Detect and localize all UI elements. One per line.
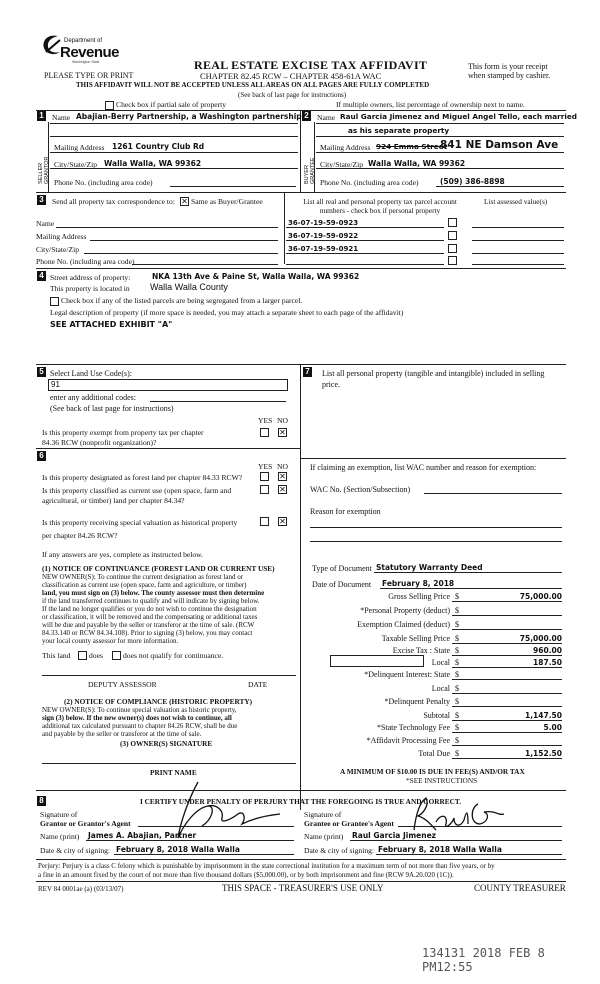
buyer-city[interactable]: Walla Walla, WA 99362	[368, 159, 466, 168]
section-8-number: 8	[37, 796, 46, 806]
money-label: *State Technology Fee	[376, 723, 450, 732]
land-use-value: 91	[51, 380, 60, 389]
partial-sale-label: Check box if partial sale of property	[116, 100, 227, 109]
grantor-date-city[interactable]: February 8, 2018 Walla Walla	[116, 845, 240, 854]
legal-description[interactable]: SEE ATTACHED EXHIBIT "A"	[50, 320, 173, 329]
notice-continuance-line-7: will be due and payable by the seller or transferor at the time of sale. (RCW	[42, 621, 255, 629]
certify-statement: I CERTIFY UNDER PENALTY OF PERJURY THAT THE FOREGOING IS TRUE AND CORRECT.	[140, 797, 462, 806]
seller-name-label: Name	[52, 113, 71, 122]
seller-mailing[interactable]: 1261 Country Club Rd	[112, 142, 205, 151]
grantee-agent-label: Grantee or Grantee's Agent	[304, 819, 394, 828]
buyer-city-label: City/State/Zip	[320, 160, 364, 169]
print-name-label: PRINT NAME	[150, 768, 197, 777]
parcels-header: List all real and personal property tax parcel account numbers - check box if personal property	[303, 197, 457, 215]
money-label: Local	[431, 658, 450, 667]
grantee-signature-label: Signature of	[304, 810, 342, 819]
money-value[interactable]: 1,152.50	[524, 749, 562, 758]
doc-type[interactable]: Statutory Warranty Deed	[376, 563, 483, 572]
wac-label: WAC No. (Section/Subsection)	[310, 485, 411, 494]
exemption-claim-label: If claiming an exemption, list WAC number and reason for exemption:	[310, 463, 537, 472]
treasurer-stamp: 134131 2018 FEB 8 PM12:55	[422, 946, 545, 974]
grantee-date-city-label: Date & city of signing:	[304, 846, 375, 855]
grantor-agent-label: Grantor or Grantor's Agent	[40, 819, 131, 828]
rev-number: REV 84 0001ae (a) (03/13/07)	[38, 885, 124, 893]
see-back-text: (See back of last page for instructions)	[238, 91, 347, 99]
currency-sign: $	[455, 684, 459, 693]
money-label: Local	[431, 684, 450, 693]
current-use-question-2: agricultural, or timber) land per chapter 84.34?	[42, 496, 185, 505]
notice-compliance-line-3: additional tax calculated pursuant to chapter 84.26 RCW, shall be due	[42, 722, 238, 730]
located-county[interactable]: Walla Walla County	[150, 282, 228, 292]
parcel-3-personal-checkbox[interactable]	[448, 244, 457, 253]
street-label: Street address of property:	[50, 273, 131, 282]
buyer-mailing[interactable]: 841 NE Damson Ave	[440, 139, 559, 151]
see-instructions-note: *SEE INSTRUCTIONS	[406, 776, 478, 785]
doc-date[interactable]: February 8, 2018	[382, 579, 455, 588]
currency-sign: $	[455, 749, 459, 758]
notice-continuance-line-8: 84.33.140 or RCW 84.34.108). Prior to signing (3) below, you may contact	[42, 629, 253, 637]
corr-city-label: City/State/Zip	[36, 245, 80, 254]
parcel-1[interactable]: 36-07-19-59-0923	[288, 219, 359, 227]
buyer-mailing-label: Mailing Address	[320, 143, 371, 152]
form-chapter: CHAPTER 82.45 RCW – CHAPTER 458-61A WAC	[200, 71, 382, 81]
notice-continuance-line-4: if the land transferred continues to qualify and will indicate by signing below.	[42, 597, 260, 605]
same-as-buyer-label: Same as Buyer/Grantee	[191, 197, 263, 206]
logo-top-text: Department of	[64, 38, 103, 44]
grantor-date-city-label: Date & city of signing:	[40, 846, 111, 855]
parcel-2-personal-checkbox[interactable]	[448, 231, 457, 240]
legal-description-label: Legal description of property (if more space is needed, you may attach a separate sheet to each page of the affidavit)	[50, 308, 404, 317]
land-use-label: Select Land Use Code(s):	[50, 369, 132, 378]
s5-no-label: NO	[277, 416, 288, 425]
section-4-number: 4	[37, 271, 46, 281]
grantee-signature[interactable]	[406, 794, 516, 834]
section-6-number: 6	[37, 451, 46, 461]
deputy-date-label: DATE	[248, 680, 268, 689]
buyer-name-line-1[interactable]: Raul Garcia Jimenez and Miguel Angel Tello, each married	[340, 112, 578, 121]
currency-sign: $	[455, 606, 459, 615]
currency-sign: $	[455, 658, 459, 667]
money-value[interactable]: 960.00	[533, 646, 562, 655]
parcel-1-personal-checkbox[interactable]	[448, 218, 457, 227]
money-value[interactable]: 5.00	[543, 723, 562, 732]
same-as-buyer-checkbox[interactable]: ✕	[181, 197, 188, 206]
forest-yes-checkbox[interactable]	[260, 472, 269, 481]
assessed-header: List assessed value(s)	[484, 197, 548, 206]
section-2-number: 2	[302, 111, 311, 121]
s6-yes-label: YES	[258, 462, 273, 471]
land-does-not-label: does not qualify for continuance.	[123, 651, 224, 660]
currency-sign: $	[455, 620, 459, 629]
land-does-checkbox[interactable]	[78, 651, 87, 660]
owner-signature-label: (3) OWNER(S) SIGNATURE	[120, 739, 213, 748]
historic-no-checkbox[interactable]: ✕	[279, 517, 286, 526]
buyer-phone[interactable]: (509) 386-8898	[440, 177, 505, 186]
money-label: Taxable Selling Price	[381, 634, 450, 643]
buyer-name-line-2[interactable]: as his separate property	[348, 126, 450, 135]
segregated-checkbox[interactable]	[50, 297, 59, 306]
notice-compliance-title: (2) NOTICE OF COMPLIANCE (HISTORIC PROPERTY)	[64, 697, 253, 706]
exempt-question-1: Is this property exempt from property tax per chapter	[42, 428, 204, 437]
seller-mailing-label: Mailing Address	[54, 143, 105, 152]
parcel-4-personal-checkbox[interactable]	[448, 256, 457, 265]
notice-continuance-line-1: NEW OWNER(S): To continue the current designation as forest land or	[42, 573, 244, 581]
section-1-number: 1	[37, 111, 46, 121]
doc-date-label: Date of Document	[312, 580, 372, 589]
doc-type-label: Type of Document	[312, 564, 372, 573]
notice-compliance-line-2: sign (3) below. If the new owner(s) does not wish to continue, all	[42, 714, 232, 722]
money-label: Subtotal	[423, 711, 450, 720]
reason-exemption-label: Reason for exemption	[310, 507, 381, 516]
county-treasurer-label: COUNTY TREASURER	[474, 883, 566, 893]
personal-property-label-2: price.	[322, 380, 340, 389]
parcel-3[interactable]: 36-07-19-59-0921	[288, 245, 359, 253]
land-use-input[interactable]	[48, 379, 288, 391]
buyer-phone-label: Phone No. (including area code)	[320, 178, 419, 187]
seller-name[interactable]: Abajian-Berry Partnership, a Washington partnership	[76, 112, 302, 121]
grantee-name-print[interactable]: Raul Garcia Jimenez	[352, 831, 437, 840]
currency-sign: $	[455, 697, 459, 706]
treasurer-use-only: THIS SPACE - TREASURER'S USE ONLY	[222, 883, 384, 893]
logo-sub-text: Washington State	[72, 60, 100, 64]
form-title: REAL ESTATE EXCISE TAX AFFIDAVIT	[194, 58, 428, 72]
corr-name-label: Name	[36, 219, 55, 228]
s6-no-label: NO	[277, 462, 288, 471]
money-label: *Affidavit Processing Fee	[366, 736, 450, 745]
currency-sign: $	[455, 736, 459, 745]
buyer-name-label: Name	[317, 113, 336, 122]
personal-property-label-1: List all personal property (tangible and intangible) included in selling	[322, 369, 545, 378]
seller-city-label: City/State/Zip	[54, 160, 98, 169]
current-use-yes-checkbox[interactable]	[260, 485, 269, 494]
section-7-number: 7	[303, 367, 312, 377]
grantor-name-print[interactable]: James A. Abajian, Partner	[88, 831, 197, 840]
currency-sign: $	[455, 723, 459, 732]
notice-continuance-line-3: land, you must sign on (3) below. The county assessor must then determine	[42, 589, 265, 597]
buyer-mailing-struck: 924 Emma Street	[376, 142, 448, 151]
exempt-yes-checkbox[interactable]	[260, 428, 269, 437]
grantor-signature-label: Signature of	[40, 810, 78, 819]
money-value[interactable]: 75,000.00	[519, 634, 562, 643]
notice-continuance-line-2: classification as current use (open space, farm and agriculture, or timber)	[42, 581, 247, 589]
current-use-no-checkbox[interactable]: ✕	[279, 485, 286, 494]
perjury-line-1: Perjury: Perjury is a class C felony which is punishable by imprisonment in the state correctional institution for a maximum term of not more than five years, or by	[38, 862, 495, 870]
logo-main-text: Revenue	[60, 44, 120, 61]
multiple-owners-note: If multiple owners, list percentage of ownership next to name.	[336, 100, 525, 109]
historic-yes-checkbox[interactable]	[260, 517, 269, 526]
deputy-assessor-label: DEPUTY ASSESSOR	[88, 680, 157, 689]
logo-mark-icon	[40, 32, 62, 58]
buyer-side-label: BUYER GRANTEE	[304, 157, 316, 184]
please-type-text: PLEASE TYPE OR PRINT	[44, 71, 134, 80]
additional-codes-label: enter any additional codes:	[50, 393, 136, 402]
seller-phone-label: Phone No. (including area code)	[54, 178, 153, 187]
grantee-name-print-label: Name (print)	[304, 832, 344, 841]
currency-sign: $	[455, 592, 459, 601]
if-yes-instructions: If any answers are yes, complete as instructed below.	[42, 550, 204, 559]
corr-mailing-label: Mailing Address	[36, 232, 87, 241]
receipt-line-1: This form is your receipt	[468, 62, 548, 71]
local-rate-box[interactable]	[330, 655, 424, 667]
historic-question-2: per chapter 84.26 RCW?	[42, 531, 118, 540]
land-does-not-checkbox[interactable]	[112, 651, 121, 660]
section-5-number: 5	[37, 367, 46, 377]
land-does-label: does	[89, 651, 103, 660]
money-label: Gross Selling Price	[388, 592, 450, 601]
money-label: *Personal Property (deduct)	[360, 606, 450, 615]
located-label: This property is located in	[50, 284, 130, 293]
historic-question-1: Is this property receiving special valuation as historical property	[42, 518, 238, 527]
form-warning: THIS AFFIDAVIT WILL NOT BE ACCEPTED UNLESS ALL AREAS ON ALL PAGES ARE FULLY COMPLETED	[76, 81, 430, 89]
s5-yes-label: YES	[258, 416, 273, 425]
forest-question: Is this property designated as forest land per chapter 84.33 RCW?	[42, 473, 243, 482]
money-label: Total Due	[418, 749, 450, 758]
forest-no-checkbox[interactable]: ✕	[279, 472, 286, 481]
this-land-label: This land	[42, 651, 71, 660]
money-label: Exemption Claimed (deduct)	[357, 620, 450, 629]
grantee-date-city[interactable]: February 8, 2018 Walla Walla	[378, 845, 502, 854]
corr-phone-label: Phone No. (including area code)	[36, 257, 135, 266]
minimum-fee-note: A MINIMUM OF $10.00 IS DUE IN FEE(S) AND/OR TAX	[340, 767, 525, 776]
grantor-name-print-label: Name (print)	[40, 832, 80, 841]
currency-sign: $	[455, 646, 459, 655]
notice-continuance-line-5: If the land no longer qualifies or you do not wish to continue the designation	[42, 605, 257, 613]
currency-sign: $	[455, 670, 459, 679]
currency-sign: $	[455, 634, 459, 643]
seller-side-label: SELLER GRANTOR	[38, 156, 50, 184]
receipt-line-2: when stamped by cashier.	[468, 71, 551, 80]
current-use-question-1: Is this property classified as current use (open space, farm and	[42, 486, 232, 495]
partial-sale-checkbox[interactable]	[105, 101, 114, 110]
money-value[interactable]: 75,000.00	[519, 592, 562, 601]
notice-continuance-line-6: or classification, it will be removed and the compensating or additional taxes	[42, 613, 258, 621]
notice-compliance-line-1: NEW OWNER(S): To continue special valuation as historic property,	[42, 706, 237, 714]
money-label: Excise Tax : State	[392, 646, 450, 655]
land-use-see-back: (See back of last page for instructions)	[50, 404, 174, 413]
segregated-label: Check box if any of the listed parcels are being segregated from a larger parcel.	[61, 296, 303, 305]
perjury-line-2: a fine in an amount fixed by the court of not more than five thousand dollars ($5,000.00), or by both imprisonment and fine (RCW 9A.20.020 (1C)).	[38, 871, 454, 879]
money-value[interactable]: 1,147.50	[524, 711, 562, 720]
notice-continuance-line-9: your local county assessor for more information.	[42, 637, 179, 645]
send-correspondence-label: Send all property tax correspondence to:	[52, 197, 175, 206]
notice-compliance-line-4: and payable by the seller or transferor at the time of sale.	[42, 730, 202, 738]
seller-city[interactable]: Walla Walla, WA 99362	[104, 159, 202, 168]
money-value[interactable]: 187.50	[533, 658, 562, 667]
money-label: *Delinquent Penalty	[384, 697, 450, 706]
currency-sign: $	[455, 711, 459, 720]
exempt-no-checkbox[interactable]: ✕	[279, 428, 286, 437]
street-address[interactable]: NKA 13th Ave & Paine St, Walla Walla, WA 99362	[152, 272, 360, 281]
money-label: *Delinquent Interest: State	[364, 670, 450, 679]
section-3-number: 3	[37, 195, 46, 205]
notice-continuance-title: (1) NOTICE OF CONTINUANCE (FOREST LAND OR CURRENT USE)	[42, 564, 275, 573]
exempt-question-2: 84.36 RCW (nonprofit organization)?	[42, 438, 157, 447]
parcel-2[interactable]: 36-07-19-59-0922	[288, 232, 359, 240]
